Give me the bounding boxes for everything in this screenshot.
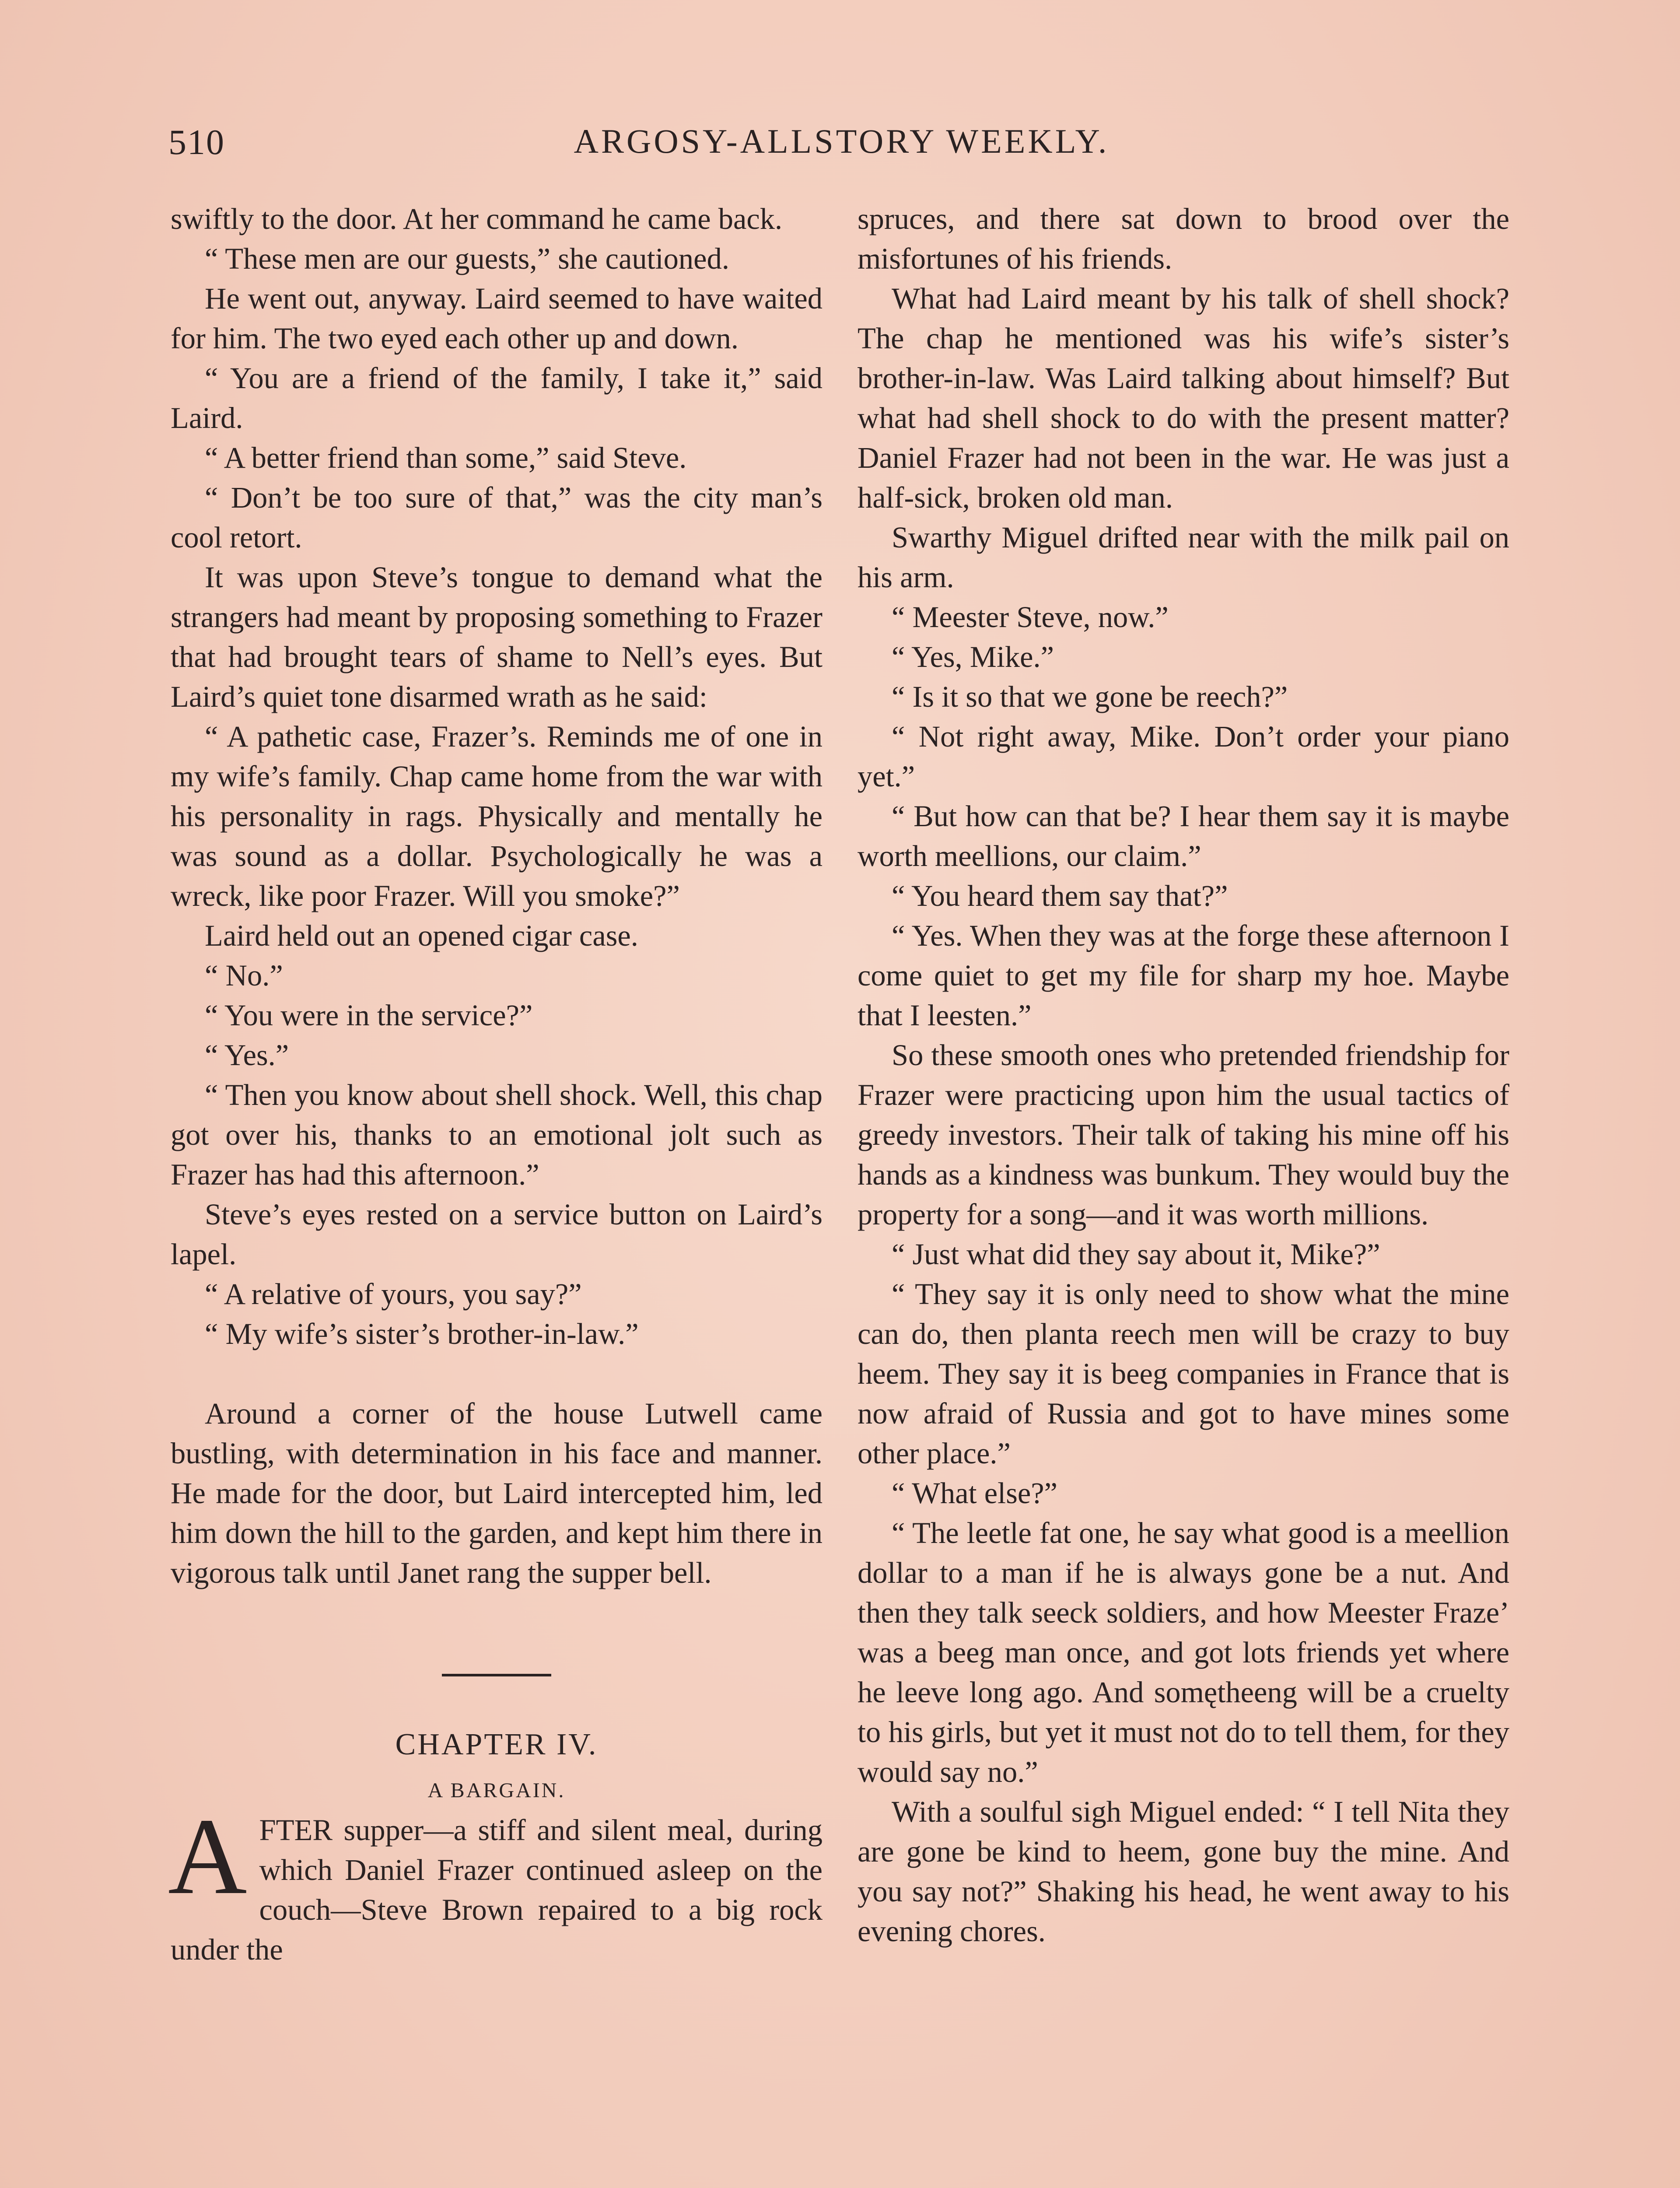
paragraph: With a soulful sigh Miguel ended: “ I tell Nita they are gone be kind to heem, gone buy the mine. And you say not?” Shaking his head, he went away to his evening chores. [858,1795,1509,1948]
paragraph: “ They say it is only need to show what the mine can do, then planta reech men will be crazy to buy heem. They say it is beeg companies in France that is now afraid of Russia and got to have mines some other place.” [858,1277,1509,1470]
paragraph: spruces, and there sat down to brood over the misfortunes of his friends. [858,202,1509,275]
paragraph: “ A relative of yours, you say?” [205,1277,582,1311]
paragraph: “ You are a friend of the family, I take it,” said Laird. [171,361,822,435]
paragraph: “ Meester Steve, now.” [892,600,1169,634]
paragraph: Swarthy Miguel drifted near with the milk pail on his arm. [858,521,1509,594]
paragraph: “ These men are our guests,” she cautioned. [205,242,729,275]
paragraph: “ The leetle fat one, he say what good is a meellion dollar to a man if he is always gone be a nut. And then they talk seeck soldiers, and how Meester Fraze’ was a beeg man once, and got lots friends yet where he leeve long ago. And somętheeng will be a cruelty to his girls, but yet it must not do to tell them, for they would say no.” [858,1516,1509,1788]
paragraph: “ But how can that be? I hear them say it is maybe worth meellions, our claim.” [858,799,1509,873]
chapter-subtitle: A BARGAIN. [427,1779,566,1802]
chapter-opening-paragraph [168,1796,822,1970]
paragraph: “ Yes.” [205,1038,289,1072]
paragraph: “ A better friend than some,” said Steve. [205,441,687,474]
paragraph: “ Not right away, Mike. Don’t order your piano yet.” [858,720,1509,793]
paragraph: “ Then you know about shell shock. Well, this chap got over his, thanks to an emotional jolt such as Frazer has had this afternoon.” [171,1078,822,1191]
paragraph: “ Yes. When they was at the forge these afternoon I come quiet to get my file for sharp my hoe. Maybe that I leesten.” [858,919,1509,1032]
chapter-title: CHAPTER IV. [395,1728,598,1761]
section-divider [442,1674,551,1676]
paragraph: What had Laird meant by his talk of shell shock? The chap he mentioned was his wife’s sister’s brother-in-law. Was Laird talking about himself? But what had shell shock to do with the present matter? Daniel Frazer had not been in the war. He was just a half-sick, broken old man. [858,282,1509,514]
page-header [168,122,1515,170]
right-column [858,199,1509,1951]
paragraph: “ A pathetic case, Frazer’s. Reminds me of one in my wife’s family. Chap came home from the war with his personality in rags. Physically and mentally he was sound as a dollar. Psychologically he was a wreck, like poor Frazer. Will you smoke?” [171,720,822,912]
paragraph: Steve’s eyes rested on a service button on Laird’s lapel. [171,1198,822,1271]
page-number: 510 [168,122,225,162]
paragraph: “ What else?” [892,1476,1058,1510]
paragraph: Laird held out an opened cigar case. [205,919,638,952]
paragraph: So these smooth ones who pretended friendship for Frazer were practicing upon him the usual tactics of greedy investors. Their talk of taking his mine off his hands as a kindness was bunkum. They would buy the property for a song—and it was worth millions. [858,1038,1509,1231]
paragraph: “ Just what did they say about it, Mike?” [892,1238,1380,1271]
chapter-opening-text: FTER supper—a stiff and silent meal, during which Daniel Frazer continued asleep on the couch—Steve Brown repaired to a big rock under the [171,1813,822,1966]
drop-cap: A [168,1796,247,1917]
paragraph: “ My wife’s sister’s brother-in-law.” [205,1317,639,1350]
paragraph: He went out, anyway. Laird seemed to have waited for him. The two eyed each other up and down. [171,282,822,355]
paragraph: It was upon Steve’s tongue to demand what the strangers had meant by proposing something to Frazer that had brought tears of shame to Nell’s eyes. But Laird’s quiet tone disarmed wrath as he said: [171,561,822,713]
paragraph: “ You heard them say that?” [892,879,1228,912]
paragraph: Around a corner of the house Lutwell came bustling, with determination in his face and manner. He made for the door, but Laird intercepted him, led him down the hill to the garden, and kept him there in vigorous talk until Janet rang the supper bell. [171,1397,822,1589]
paragraph: “ Yes, Mike.” [892,640,1054,673]
paragraph: swiftly to the door. At her command he came back. [171,202,783,235]
left-column [168,199,822,1970]
paragraph: “ Don’t be too sure of that,” was the city man’s cool retort. [171,481,822,554]
paragraph: “ No.” [205,959,283,992]
running-head: ARGOSY-ALLSTORY WEEKLY. [574,122,1110,160]
paragraph: “ You were in the service?” [205,999,533,1032]
paragraph: “ Is it so that we gone be reech?” [892,680,1288,713]
